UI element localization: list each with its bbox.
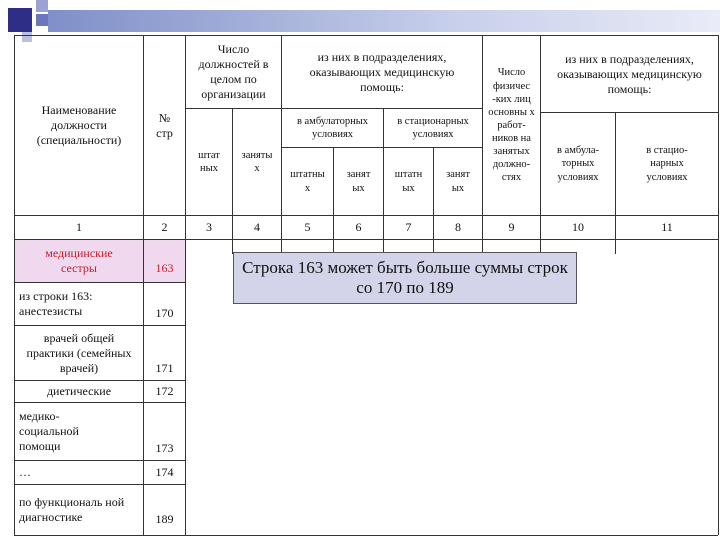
header-occupied: заняты х xyxy=(241,149,273,174)
row-name-170: из строки 163: анестезисты xyxy=(19,289,93,318)
row-name-171: врачей общей практики (семейных врачей) xyxy=(26,330,132,375)
col-number: 3 xyxy=(206,220,212,234)
col-number: 1 xyxy=(76,220,82,234)
header-physical-persons: Число физичес -ких лиц основны х работ-ников на занятых должно-стях xyxy=(488,67,535,184)
row-number-189: 189 xyxy=(155,512,174,526)
col-number: 4 xyxy=(254,220,260,234)
col-number: 7 xyxy=(405,220,412,234)
col-number: 5 xyxy=(304,220,311,234)
header-staff: штат ных xyxy=(198,149,220,174)
row-number-174: 174 xyxy=(155,465,174,479)
row-number-170: 170 xyxy=(155,306,174,320)
row-name-172: диетические xyxy=(46,384,112,398)
decor-square-light xyxy=(36,0,48,12)
col-number: 8 xyxy=(455,220,461,234)
col-number: 9 xyxy=(508,220,515,234)
row-name-163: медицинские сестры xyxy=(15,240,143,282)
header-subdivisions: из них в подразделениях, оказывающих медицинскую помощь: xyxy=(309,49,455,94)
row-number-172: 172 xyxy=(155,384,174,398)
header-inpatient-2: в стацио-нарных условиях xyxy=(646,145,688,183)
header-subdivisions-2: из них в подразделениях, оказывающих медицинскую помощь: xyxy=(557,51,702,96)
header-ambulatory-2: в амбула-торных условиях xyxy=(556,145,599,183)
header-ambulatory: в амбулаторных условиях xyxy=(296,115,369,140)
header-inpatient: в стационарных условиях xyxy=(397,115,469,140)
header-staff-inp: штатн ых xyxy=(394,169,423,194)
col-number: 6 xyxy=(355,220,362,234)
row-number-173: 173 xyxy=(155,441,174,455)
header-total-positions: Число должностей в целом по организации xyxy=(198,42,269,101)
decor-square-medium xyxy=(36,14,48,26)
row-name-174: … xyxy=(19,465,31,479)
header-occupied-inp: занят ых xyxy=(446,169,470,194)
row-name-173: медико-социальной помощи xyxy=(19,409,79,453)
header-row-number: № стр xyxy=(156,110,173,140)
col-number: 11 xyxy=(661,220,673,234)
decor-gradient-bar xyxy=(48,10,720,32)
col-number: 10 xyxy=(572,220,584,234)
header-staff-amb: штатны х xyxy=(290,169,325,194)
header-occupied-amb: занят ых xyxy=(346,169,371,194)
callout-note: Строка 163 может быть больше суммы строк со 170 по 189 xyxy=(233,252,577,304)
row-number-171: 171 xyxy=(155,361,174,375)
col-number: 2 xyxy=(161,220,168,234)
row-name-189: по функциональ ной диагностике xyxy=(19,495,125,524)
header-name: Наименование должности (специальности) xyxy=(36,103,122,147)
row-number-163: 163 xyxy=(144,240,185,282)
decor-square-dark xyxy=(8,8,32,32)
